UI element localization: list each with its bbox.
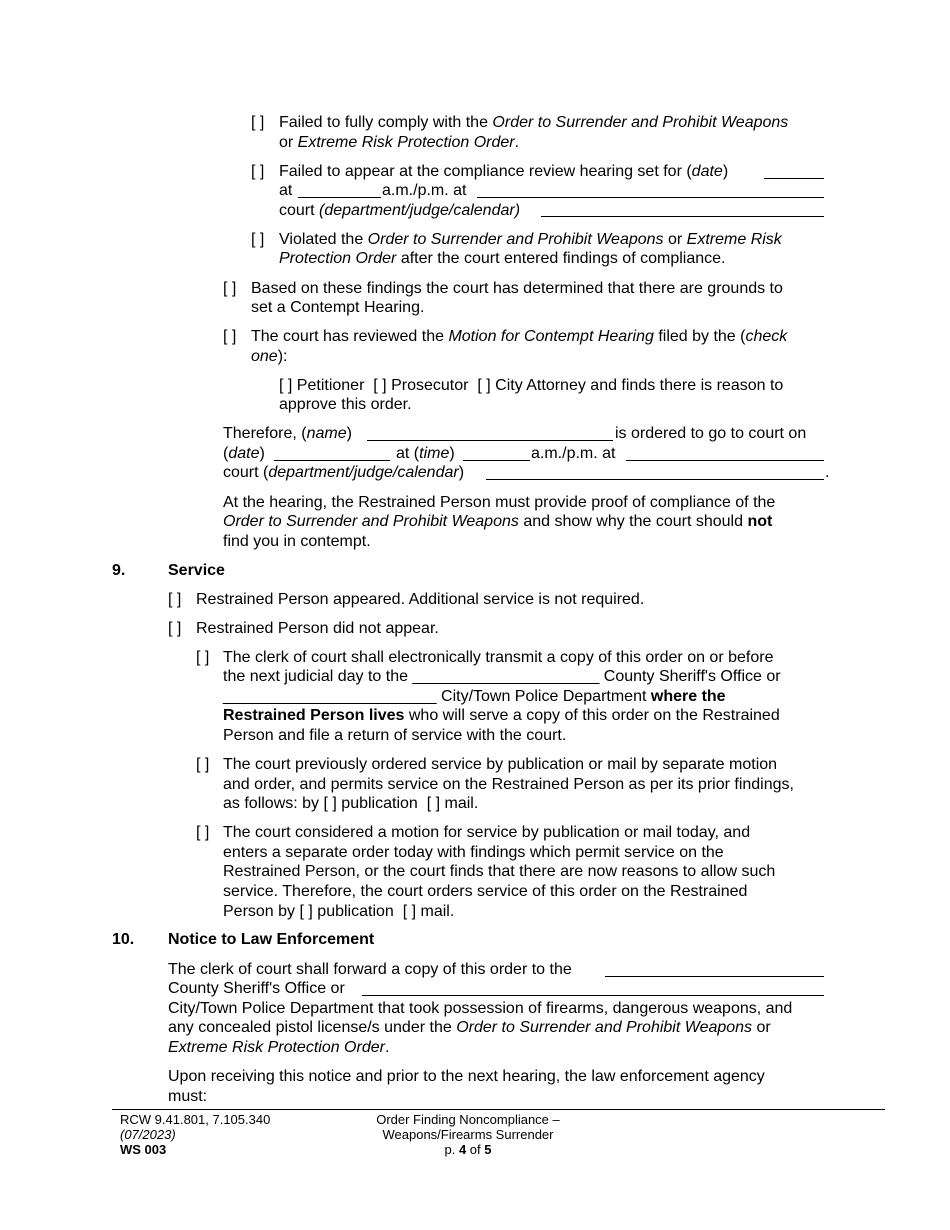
checkbox[interactable]: [ ] (251, 231, 265, 248)
ampm-label: a.m./p.m. at (382, 182, 467, 199)
therefore-time-label: at (time) (396, 445, 455, 462)
hearing-para-cont: Order to Surrender and Prohibit Weapons and show why the court should not (223, 513, 773, 530)
therefore-ampm-label: a.m./p.m. at (531, 445, 616, 462)
notice-para-l4: any concealed pistol license/s under the Order to Surrender and Prohibit Weapons or (168, 1019, 771, 1036)
service-appeared: Restrained Person appeared. Additional service is not required. (196, 591, 645, 608)
clerk-transmit-l3: ________________________ City/Town Police Department where the (223, 688, 726, 705)
therefore-name-label: Therefore, (name) (223, 425, 352, 442)
motion-service-l3: Restrained Person, or the court finds that there are now reasons to allow such (223, 863, 776, 880)
notice-para-l3: City/Town Police Department that took possession of firearms, dangerous weapons, and (168, 1000, 793, 1017)
checkbox[interactable]: [ ] (168, 620, 182, 637)
clerk-transmit: The clerk of court shall electronically transmit a copy of this order on or before (223, 649, 774, 666)
section-9-number: 9. (112, 562, 126, 579)
clerk-transmit-l2: the next judicial day to the _____________________ County Sheriff's Office or (223, 668, 781, 685)
city-blank[interactable]: ________________________ (223, 688, 437, 705)
footer-date: (07/2023) (120, 1127, 176, 1142)
item-failed-comply: Failed to fully comply with the Order to Surrender and Prohibit Weapons (279, 114, 789, 131)
motion-service-l5: Person by [ ] publication [ ] mail. (223, 903, 455, 920)
checkbox[interactable]: [ ] (251, 163, 265, 180)
checkbox-city-attorney[interactable]: [ ] (477, 377, 491, 394)
checkbox[interactable]: [ ] (168, 591, 182, 608)
clerk-transmit-l5: Person and file a return of service with the court. (223, 727, 567, 744)
section-10-title: Notice to Law Enforcement (168, 931, 375, 948)
time-blank[interactable] (298, 197, 381, 198)
checkbox-mail[interactable]: [ ] (426, 795, 441, 812)
prior-service-l2: and order, and permits service on the Restrained Person as per its prior findings, (223, 776, 794, 793)
hearing-para-end: find you in contempt. (223, 533, 371, 550)
police-blank[interactable] (362, 995, 824, 996)
footer-form-number: WS 003 (120, 1142, 167, 1157)
item-failed-appear: Failed to appear at the compliance review hearing set for (date) (279, 163, 729, 180)
footer-title-2: Weapons/Firearms Surrender (382, 1127, 554, 1142)
filer-options-cont: approve this order. (279, 396, 412, 413)
hearing-date-blank[interactable] (274, 460, 390, 461)
hearing-location-blank[interactable] (626, 460, 824, 461)
court-blank[interactable] (541, 216, 824, 217)
footer-title-1: Order Finding Noncompliance – (376, 1112, 560, 1127)
sheriff-blank[interactable] (605, 976, 824, 977)
therefore-date-label: (date) (223, 445, 265, 462)
checkbox[interactable]: [ ] (223, 280, 237, 297)
item-violated-cont: Protection Order after the court entered findings of compliance. (279, 250, 726, 267)
footer-divider (112, 1109, 885, 1110)
checkbox[interactable]: [ ] (196, 824, 210, 841)
section-9-title: Service (168, 562, 225, 579)
item-reviewed: The court has reviewed the Motion for Contempt Hearing filed by the (check (251, 328, 788, 345)
checkbox[interactable]: [ ] (251, 114, 265, 131)
date-blank[interactable] (764, 178, 824, 179)
motion-service-l2: enters a separate order today with findings which permit service on the (223, 844, 724, 861)
location-blank[interactable] (477, 197, 824, 198)
filer-options: [ ] Petitioner [ ] Prosecutor [ ] City Attorney and finds there is reason to (279, 377, 784, 394)
checkbox[interactable]: [ ] (196, 756, 210, 773)
checkbox-prosecutor[interactable]: [ ] (373, 377, 387, 394)
service-not-appear: Restrained Person did not appear. (196, 620, 439, 637)
motion-service-l4: service. Therefore, the court orders service of this order on the Restrained (223, 883, 748, 900)
period: . (825, 464, 830, 481)
hearing-time-blank[interactable] (463, 460, 530, 461)
ordered-label: is ordered to go to court on (615, 425, 807, 442)
item-grounds: Based on these findings the court has determined that there are grounds to (251, 280, 783, 297)
notice-para-l5: Extreme Risk Protection Order. (168, 1039, 390, 1056)
item-reviewed-cont: one): (251, 348, 288, 365)
prior-service: The court previously ordered service by publication or mail by separate motion (223, 756, 778, 773)
name-blank[interactable] (367, 440, 613, 441)
checkbox-publication[interactable]: [ ] (299, 903, 313, 920)
agency-para-l2: must: (168, 1088, 208, 1105)
footer-page-number: p. 4 of 5 (444, 1142, 492, 1157)
item-grounds-cont: set a Contempt Hearing. (251, 299, 425, 316)
item-failed-comply-cont: or Extreme Risk Protection Order. (279, 134, 520, 151)
therefore-court-label: court (department/judge/calendar) (223, 464, 465, 481)
notice-para: The clerk of court shall forward a copy of this order to the (168, 961, 572, 978)
checkbox-mail[interactable]: [ ] (402, 903, 417, 920)
motion-service: The court considered a motion for service by publication or mail today, and (223, 824, 751, 841)
agency-para: Upon receiving this notice and prior to the next hearing, the law enforcement agency (168, 1068, 765, 1085)
item-violated: Violated the Order to Surrender and Prohibit Weapons or Extreme Risk (279, 231, 782, 248)
court-label: court (department/judge/calendar) (279, 202, 521, 219)
clerk-transmit-l4: Restrained Person lives who will serve a copy of this order on the Restrained (223, 707, 780, 724)
footer-rcw: RCW 9.41.801, 7.105.340 (120, 1112, 271, 1127)
county-blank[interactable]: _____________________ (412, 668, 600, 685)
notice-para-l2: County Sheriff's Office or (168, 980, 345, 997)
checkbox-publication[interactable]: [ ] (323, 795, 337, 812)
hearing-court-blank[interactable] (486, 479, 824, 480)
checkbox-petitioner[interactable]: [ ] (279, 377, 293, 394)
checkbox[interactable]: [ ] (196, 649, 210, 666)
checkbox[interactable]: [ ] (223, 328, 237, 345)
hearing-para: At the hearing, the Restrained Person must provide proof of compliance of the (223, 494, 776, 511)
at-label: at (279, 182, 293, 199)
section-10-number: 10. (112, 931, 135, 948)
prior-service-l3: as follows: by [ ] publication [ ] mail. (223, 795, 479, 812)
